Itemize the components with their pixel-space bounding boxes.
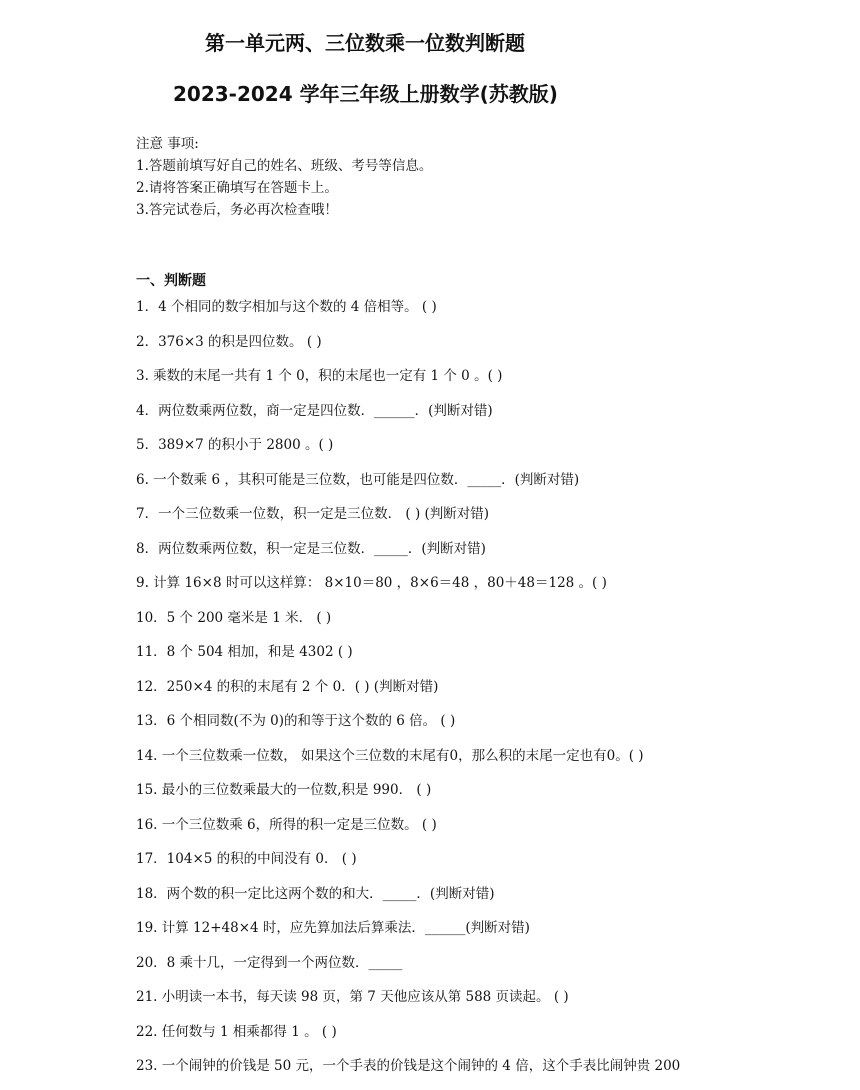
question-item: 15. 最小的三位数乘最大的一位数,积是 990． ( ) xyxy=(136,782,432,798)
question-item: 13．6 个相同数(不为 0)的和等于这个数的 6 倍。 ( ) xyxy=(136,713,456,729)
notes-block xyxy=(136,133,432,221)
question-item: 16. 一个三位数乘 6，所得的积一定是三位数。 ( ) xyxy=(136,816,437,833)
question-item: 17．104×5 的积的中间没有 0． ( ) xyxy=(136,851,357,867)
question-item: 4．两位数乘两位数，商一定是四位数．______．(判断对错) xyxy=(136,402,493,419)
question-item: 8．两位数乘两位数，积一定是三位数．_____．(判断对错) xyxy=(136,540,486,557)
question-item: 10．5 个 200 毫米是 1 米． ( ) xyxy=(136,609,332,626)
question-item: 5．389×7 的积小于 2800 。( ) xyxy=(136,437,334,453)
page-title: 第一单元两、三位数乘一位数判断题 xyxy=(205,31,525,55)
notes-item: 3.答完试卷后，务必再次检查哦！ xyxy=(136,202,338,218)
question-item: 9. 计算 16×8 时可以这样算： 8×10＝80 ，8×6＝48 ，80＋48＝128 。( ) xyxy=(136,575,607,591)
question-item: 11．8 个 504 相加，和是 4302 ( ) xyxy=(136,644,353,660)
question-item: 21. 小明读一本书，每天读 98 页，第 7 天他应该从第 588 页读起。 ( ) xyxy=(136,989,569,1005)
question-item: 22. 任何数与 1 相乘都得 1 。 ( ) xyxy=(136,1023,337,1040)
notes-item: 1.答题前填写好自己的姓名、班级、考号等信息。 xyxy=(136,158,433,174)
question-item: 2．376×3 的积是四位数。 ( ) xyxy=(136,333,322,350)
question-item: 7．一个三位数乘一位数，积一定是三位数． ( ) (判断对错) xyxy=(136,506,490,522)
question-item: 3. 乘数的末尾一共有 1 个 0，积的末尾也一定有 1 个 0 。( ) xyxy=(136,368,503,384)
question-item: 23. 一个闹钟的价钱是 50 元，一个手表的价钱是这个闹钟的 4 倍，这个手表比闹钟贵 200 xyxy=(136,1058,681,1074)
question-list xyxy=(136,295,846,1089)
question-item: 18．两个数的积一定比这两个数的和大．_____．(判断对错) xyxy=(136,885,495,902)
section-heading: 一、判断题 xyxy=(136,273,206,289)
question-item: 6. 一个数乘 6 ，其积可能是三位数，也可能是四位数．_____．(判断对错) xyxy=(136,471,580,488)
question-item: 12．250×4 的积的末尾有 2 个 0．( ) (判断对错) xyxy=(136,678,439,695)
page-subtitle: 2023-2024 学年三年级上册数学(苏教版) xyxy=(173,82,558,106)
question-item: 20．8 乘十几，一定得到一个两位数．_____ xyxy=(136,954,403,971)
question-item: 1．4 个相同的数字相加与这个数的 4 倍相等。 ( ) xyxy=(136,299,437,315)
question-item: 14. 一个三位数乘一位数， 如果这个三位数的末尾有0，那么积的末尾一定也有0。( ) xyxy=(136,747,644,764)
question-item: 19. 计算 12+48×4 时，应先算加法后算乘法．______(判断对错) xyxy=(136,920,530,936)
notes-item: 2.请将答案正确填写在答题卡上。 xyxy=(136,180,338,196)
notes-heading: 注意 事项: xyxy=(136,136,199,152)
